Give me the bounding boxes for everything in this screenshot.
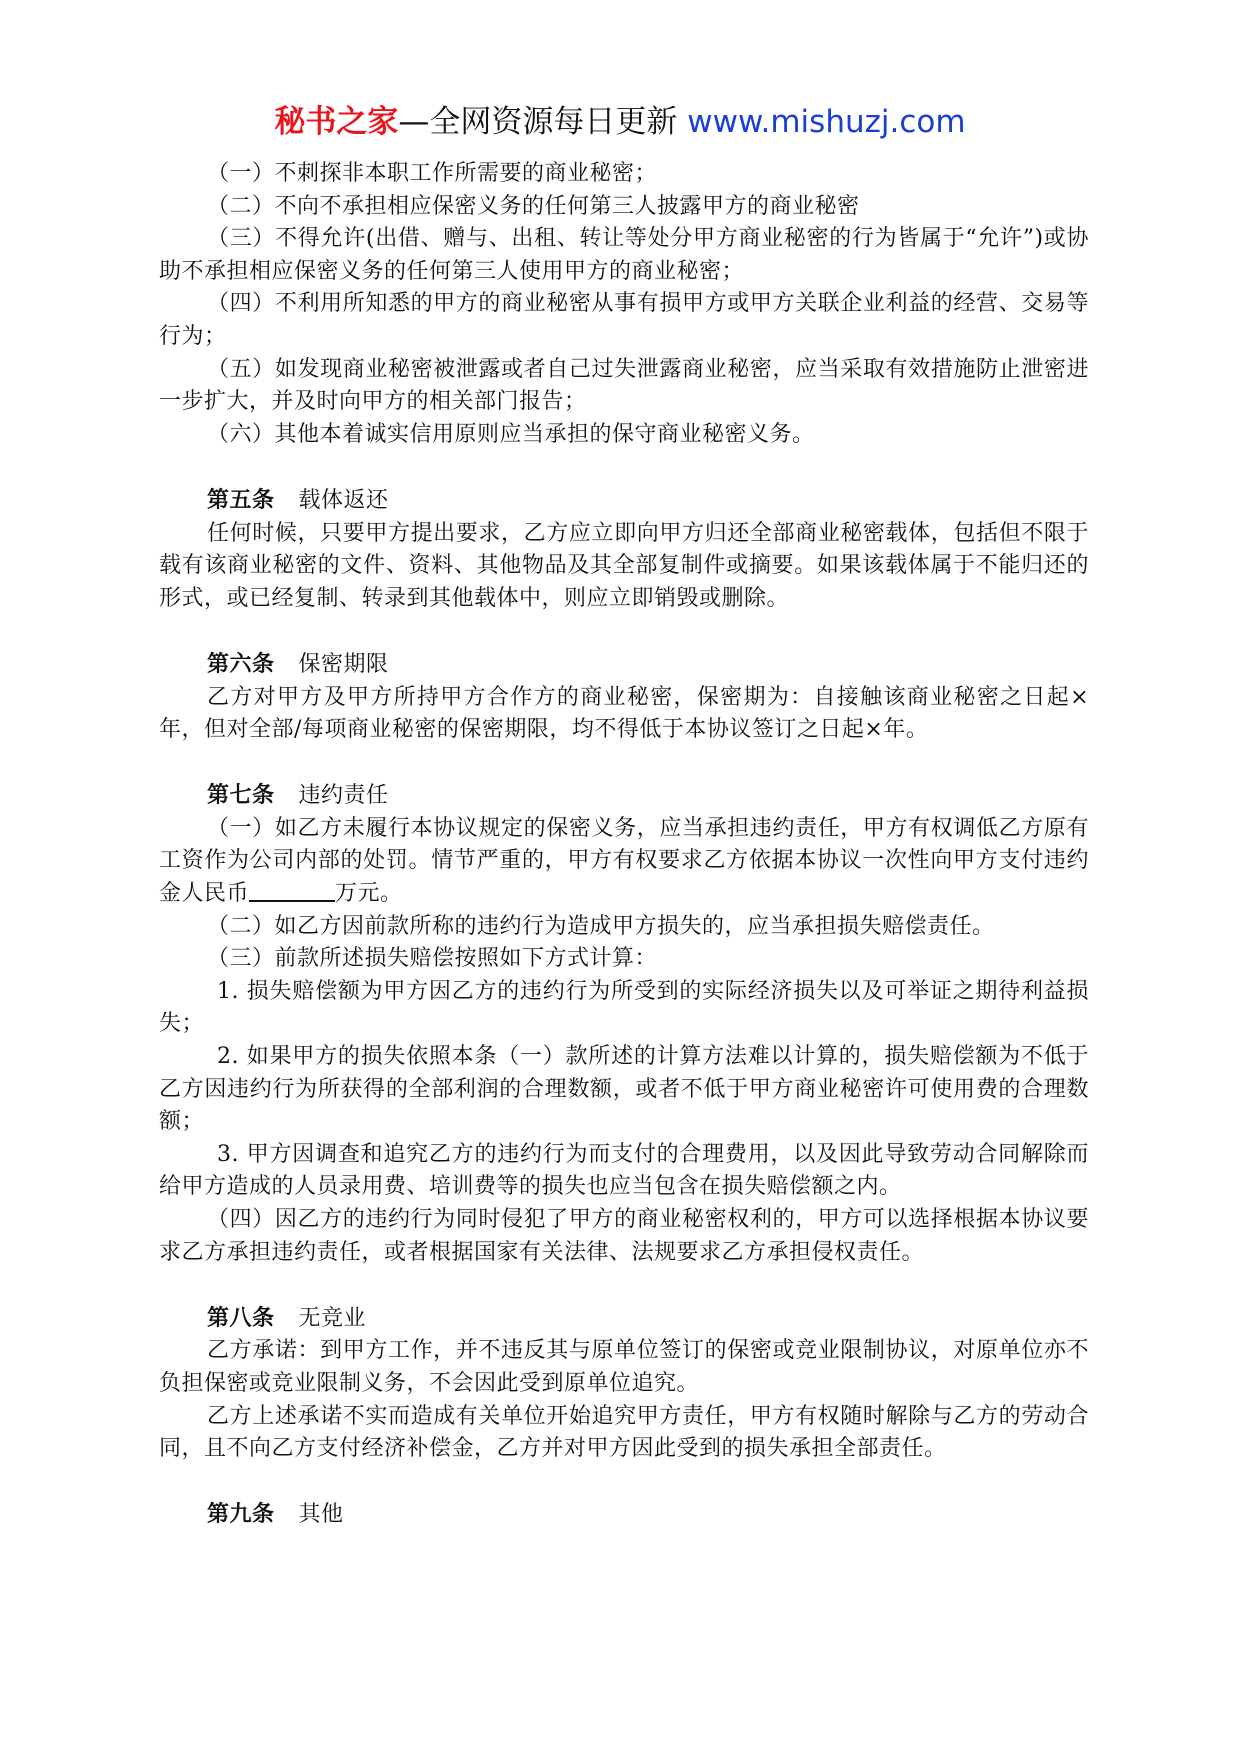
article-title: 无竞业 bbox=[298, 1305, 367, 1331]
list-item: （四）因乙方的违约行为同时侵犯了甲方的商业秘密权利的，甲方可以选择根据本协议要求乙方承担违约责任，或者根据国家有关法律、法规要求乙方承担侵权责任。 bbox=[159, 1207, 1089, 1265]
brand-name: 秘书之家 bbox=[274, 104, 399, 140]
article-number: 第六条 bbox=[207, 650, 275, 677]
list-item: （三）不得允许(出借、赠与、出租、转让等处分甲方商业秘密的行为皆属于“允许”)或协助不承担相应保密义务的任何第三人使用甲方的商业秘密； bbox=[159, 226, 1089, 284]
article-heading bbox=[159, 648, 1089, 682]
list-item: （五）如发现商业秘密被泄露或者自己过失泄露商业秘密，应当采取有效措施防止泄密进一步扩大，并及时向甲方的相关部门报告； bbox=[159, 356, 1089, 415]
list-item: （一）不刺探非本职工作所需要的商业秘密； bbox=[207, 161, 658, 186]
article-number: 第七条 bbox=[207, 782, 275, 809]
article-title: 保密期限 bbox=[298, 651, 389, 677]
site-url-link[interactable]: www.mishuzj.com bbox=[687, 104, 966, 140]
document-body bbox=[159, 158, 1089, 1532]
article-number: 第八条 bbox=[207, 1304, 275, 1331]
article-paragraph: 乙方承诺：到甲方工作，并不违反其与原单位签订的保密或竞业限制协议，对原单位亦不负担保密或竞业限制义务，不会因此受到原单位追究。 bbox=[159, 1338, 1089, 1396]
article-title: 违约责任 bbox=[298, 783, 389, 809]
article-paragraph: 乙方对甲方及甲方所持甲方合作方的商业秘密，保密期为：自接触该商业秘密之日起×年，但对全部/每项商业秘密的保密期限，均不得低于本协议签订之日起×年。 bbox=[159, 684, 1089, 743]
list-item: （二）不向不承担相应保密义务的任何第三人披露甲方的商业秘密 bbox=[207, 193, 860, 219]
list-item: （四）不利用所知悉的甲方的商业秘密从事有损甲方或甲方关联企业利益的经营、交易等行为； bbox=[159, 291, 1089, 349]
numbered-item: 2. 如果甲方的损失依照本条（一）款所述的计算方法难以计算的，损失赔偿额为不低于乙方因违约行为所获得的全部利润的合理数额，或者不低于甲方商业秘密许可使用费的合理数额； bbox=[159, 1044, 1089, 1135]
list-item bbox=[159, 813, 1089, 911]
article-title: 载体返还 bbox=[298, 487, 389, 513]
numbered-item: 1. 损失赔偿额为甲方因乙方的违约行为所受到的实际经济损失以及可举证之期待利益损失； bbox=[159, 978, 1089, 1037]
list-item: （二）如乙方因前款所称的违约行为造成甲方损失的，应当承担损失赔偿责任。 bbox=[207, 913, 995, 939]
item-text-end: 万元。 bbox=[335, 881, 403, 907]
article-heading bbox=[159, 1498, 1089, 1532]
article-number: 第九条 bbox=[207, 1501, 275, 1528]
numbered-item: 3. 甲方因调查和追究乙方的违约行为而支付的合理费用，以及因此导致劳动合同解除而给甲方造成的人员录用费、培训费等的损失也应当包含在损失赔偿额之内。 bbox=[159, 1141, 1089, 1200]
article-number: 第五条 bbox=[207, 486, 275, 513]
list-item: （六）其他本着诚实信用原则应当承担的保守商业秘密义务。 bbox=[207, 421, 815, 447]
item-text: （一）如乙方未履行本协议规定的保密义务，应当承担违约责任，甲方有权调低乙方原有工资作为公司内部的处罚。情节严重的，甲方有权要求乙方依据本协议一次性向甲方支付违约金人民币 bbox=[159, 815, 1089, 907]
header-tagline: —全网资源每日更新 bbox=[398, 104, 678, 140]
article-heading bbox=[159, 1302, 1089, 1336]
article-paragraph: 乙方上述承诺不实而造成有关单位开始追究甲方责任，甲方有权随时解除与乙方的劳动合同，且不向乙方支付经济补偿金，乙方并对甲方因此受到的损失承担全部责任。 bbox=[159, 1403, 1089, 1462]
site-header bbox=[0, 100, 1240, 144]
article-heading bbox=[159, 779, 1089, 813]
article-heading bbox=[159, 484, 1089, 518]
amount-blank bbox=[249, 878, 335, 902]
article-paragraph: 任何时候，只要甲方提出要求，乙方应立即向甲方归还全部商业秘密载体，包括但不限于载有该商业秘密的文件、资料、其他物品及其全部复制件或摘要。如果该载体属于不能归还的形式，或已经复制、转录到其他载体中，则应立即销毁或删除。 bbox=[159, 520, 1089, 611]
article-title: 其他 bbox=[298, 1502, 344, 1528]
list-item: （三）前款所述损失赔偿按照如下方式计算： bbox=[207, 946, 658, 972]
